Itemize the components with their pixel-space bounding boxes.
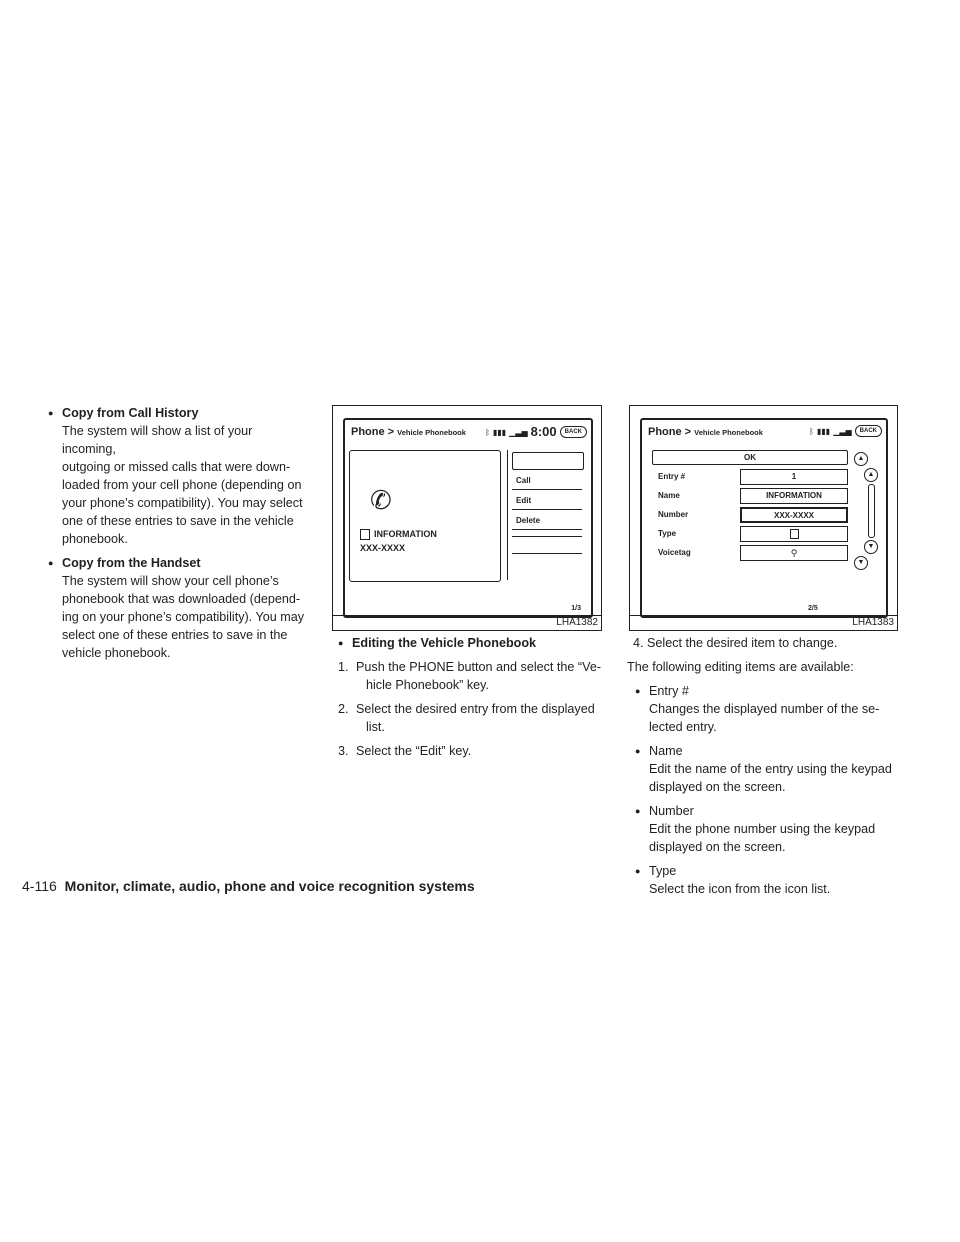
bullet-title: Copy from Call History [62,406,199,420]
text-line: Changes the displayed number of the se- [649,702,880,716]
text-line: lected entry. [649,720,717,734]
text-line: phonebook. [62,532,128,546]
signal-icon: ▁▃▅ [833,426,852,436]
header-subtitle: Vehicle Phonebook [694,428,763,437]
text-line: The system will show a list of your incoming, [62,424,253,456]
middle-column [338,634,602,760]
bluetooth-icon: ᛒ [809,426,814,436]
footer-title: Monitor, climate, audio, phone and voice recognition systems [64,878,475,894]
menu-item-delete[interactable]: Delete [512,512,582,530]
text-line: Edit the phone number using the keypad [649,822,876,836]
page-footer [22,878,475,894]
back-button[interactable]: BACK [855,425,882,437]
bullet-icon: ● [338,638,344,648]
text-line: The system will show your cell phone’s [62,574,279,588]
item-title: Type [649,864,677,878]
edit-item-entry [627,682,899,736]
row-value-entry[interactable]: 1 [740,469,848,485]
text-line: vehicle phonebook. [62,646,171,660]
left-column [48,404,306,662]
ok-button[interactable]: OK [652,450,848,465]
text-line: displayed on the screen. [649,780,786,794]
bullet-copy-call-history [48,404,306,548]
bluetooth-icon: ᛒ [485,427,490,437]
text-line: phonebook that was downloaded (depend- [62,592,301,606]
edit-item-number [627,802,899,856]
header-title: Phone > [648,426,692,438]
scroll-page-up-icon[interactable]: ▲ [864,468,878,482]
section-heading [338,634,602,652]
entry-panel [349,450,501,582]
header-subtitle: Vehicle Phonebook [397,428,466,437]
figure-phonebook-entry [332,405,602,631]
items-intro: The following editing items are available: [627,660,854,674]
bullet-icon: ● [635,746,641,756]
status-bar [485,425,587,439]
battery-icon: ▮▮▮ [492,427,507,437]
status-bar [809,425,882,437]
phonebook-type-icon [360,529,370,540]
step-1 [338,658,602,694]
text-line: hicle Phonebook” key. [366,678,489,692]
scrollbar[interactable] [868,484,875,538]
scroll-page-down-icon[interactable]: ▼ [864,540,878,554]
header-title: Phone > [351,426,395,438]
text-line: one of these entries to save in the vehicle [62,514,294,528]
right-column [627,634,899,898]
menu-panel [507,450,584,580]
text-line: loaded from your cell phone (depending on [62,478,302,492]
voicetag-icon: ⚲ [790,548,798,558]
row-value-name[interactable]: INFORMATION [740,488,848,504]
text-line: Select the “Edit” key. [356,744,472,758]
text-line: outgoing or missed calls that were down- [62,460,291,474]
row-label-type: Type [658,529,677,538]
bullet-icon: ● [635,866,641,876]
bullet-icon: ● [635,686,641,696]
section-title: Editing the Vehicle Phonebook [352,636,537,650]
menu-item-call[interactable]: Call [512,472,582,490]
step-3 [338,742,602,760]
row-label-number: Number [658,510,689,519]
bullet-copy-handset [48,554,306,662]
back-button[interactable]: BACK [560,426,587,438]
screen-display [640,418,888,618]
scroll-down-icon[interactable]: ▼ [854,556,868,570]
entry-number: XXX-XXXX [360,543,406,553]
page-number: 4-116 [22,878,57,894]
step-4: 4. Select the desired item to change. [633,636,838,650]
bullet-icon: ● [48,408,54,418]
step-number: 1. [338,660,349,674]
battery-icon: ▮▮▮ [816,426,831,436]
figure-caption: LHA1382 [333,615,601,630]
item-title: Entry # [649,684,689,698]
row-label-name: Name [658,491,680,500]
menu-blank-top [512,452,584,470]
screen-display [343,418,593,618]
phone-handset-icon: ✆ [370,485,392,515]
bullet-title: Copy from the Handset [62,556,201,570]
text-line: select one of these entries to save in the [62,628,288,642]
row-value-number[interactable]: XXX-XXXX [740,507,848,523]
row-label-entry: Entry # [658,472,686,481]
text-line: Push the PHONE button and select the “Ve- [356,660,602,674]
text-line: displayed on the screen. [649,840,786,854]
menu-item-edit[interactable]: Edit [512,492,582,510]
menu-blank-bottom [512,536,582,554]
bullet-icon: ● [635,806,641,816]
row-label-voicetag: Voicetag [658,548,691,557]
row-value-voicetag[interactable] [740,545,848,561]
page-indicator: 2/5 [808,605,818,612]
entry-name: INFORMATION [360,529,437,540]
figure-caption: LHA1383 [630,615,897,630]
text-line: Select the icon from the icon list. [649,882,831,896]
phonebook-type-icon [790,529,799,539]
step-2 [338,700,602,736]
scroll-up-icon[interactable]: ▲ [854,452,868,466]
edit-item-type [627,862,899,898]
clock-time: 8:00 [530,424,557,439]
text-line: ing on your phone’s compatibility). You may [62,610,304,624]
text-line: your phone’s compatibility). You may select [62,496,303,510]
item-title: Number [649,804,694,818]
row-value-type[interactable] [740,526,848,542]
item-title: Name [649,744,683,758]
text-line: Select the desired entry from the displayed [356,702,595,716]
step-number: 3. [338,744,349,758]
text-line: list. [366,720,385,734]
bullet-icon: ● [48,558,54,568]
edit-item-name [627,742,899,796]
text-line: Edit the name of the entry using the keypad [649,762,892,776]
signal-icon: ▁▃▅ [509,427,528,437]
figure-edit-entry [629,405,898,631]
step-number: 2. [338,702,349,716]
page-indicator: 1/3 [571,605,581,612]
